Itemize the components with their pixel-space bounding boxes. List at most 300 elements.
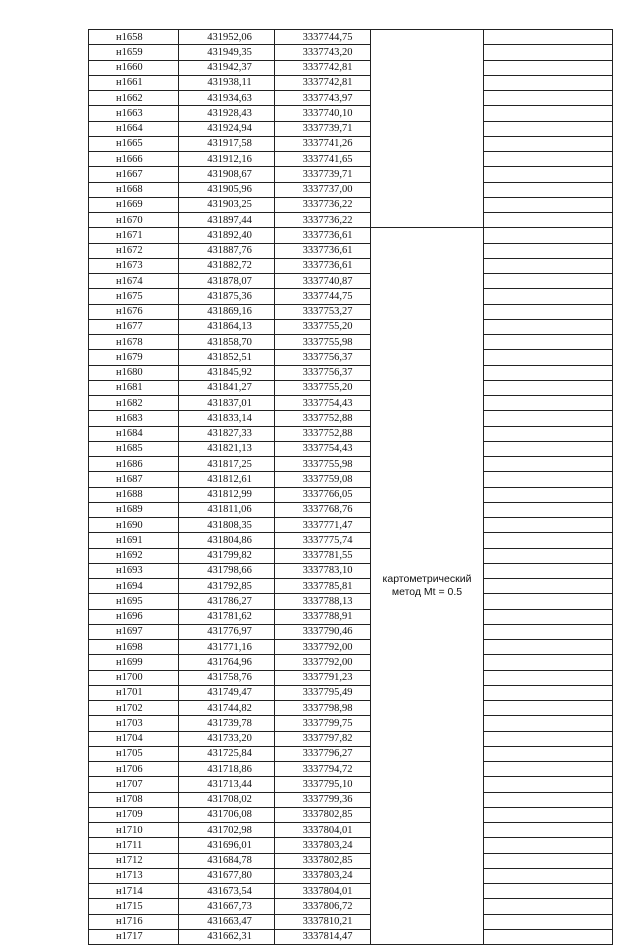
coord-x: 431905,96 — [179, 182, 275, 197]
coord-x: 431811,06 — [179, 502, 275, 517]
point-name: н1688 — [89, 487, 179, 502]
point-name: н1711 — [89, 838, 179, 853]
point-name: н1700 — [89, 670, 179, 685]
coord-y: 3337796,27 — [275, 746, 371, 761]
point-name: н1705 — [89, 746, 179, 761]
coord-x: 431928,43 — [179, 106, 275, 121]
extra-cell — [484, 624, 613, 639]
extra-cell — [484, 319, 613, 334]
coord-x: 431812,61 — [179, 472, 275, 487]
coord-x: 431706,08 — [179, 807, 275, 822]
table-row — [89, 441, 613, 456]
coord-y: 3337755,98 — [275, 457, 371, 472]
coord-x: 431662,31 — [179, 929, 275, 944]
extra-cell — [484, 197, 613, 212]
point-name: н1665 — [89, 136, 179, 151]
point-name: н1710 — [89, 823, 179, 838]
coord-y: 3337790,46 — [275, 624, 371, 639]
coord-y: 3337799,36 — [275, 792, 371, 807]
coord-y: 3337741,65 — [275, 152, 371, 167]
table-row — [89, 106, 613, 121]
coord-y: 3337803,24 — [275, 838, 371, 853]
point-name: н1715 — [89, 899, 179, 914]
coord-y: 3337803,24 — [275, 868, 371, 883]
coord-x: 431903,25 — [179, 197, 275, 212]
table-row — [89, 716, 613, 731]
point-name: н1701 — [89, 685, 179, 700]
point-name: н1707 — [89, 777, 179, 792]
table-row — [89, 243, 613, 258]
extra-cell — [484, 365, 613, 380]
extra-cell — [484, 152, 613, 167]
coord-y: 3337795,10 — [275, 777, 371, 792]
extra-cell — [484, 884, 613, 899]
table-row — [89, 152, 613, 167]
extra-cell — [484, 60, 613, 75]
table-row — [89, 655, 613, 670]
coord-y: 3337756,37 — [275, 350, 371, 365]
extra-cell — [484, 777, 613, 792]
coord-x: 431786,27 — [179, 594, 275, 609]
extra-cell — [484, 243, 613, 258]
coord-y: 3337736,61 — [275, 228, 371, 243]
point-name: н1684 — [89, 426, 179, 441]
table-row — [89, 396, 613, 411]
extra-cell — [484, 807, 613, 822]
point-name: н1671 — [89, 228, 179, 243]
coord-y: 3337759,08 — [275, 472, 371, 487]
table-row — [89, 121, 613, 136]
coordinates-table — [88, 29, 613, 945]
table-row — [89, 929, 613, 944]
table-row — [89, 563, 613, 578]
point-name: н1673 — [89, 258, 179, 273]
extra-cell — [484, 426, 613, 441]
point-name: н1676 — [89, 304, 179, 319]
point-name: н1699 — [89, 655, 179, 670]
coord-y: 3337802,85 — [275, 853, 371, 868]
point-name: н1709 — [89, 807, 179, 822]
point-name: н1658 — [89, 30, 179, 45]
extra-cell — [484, 594, 613, 609]
extra-cell — [484, 487, 613, 502]
coord-y: 3337806,72 — [275, 899, 371, 914]
extra-cell — [484, 457, 613, 472]
point-name: н1685 — [89, 441, 179, 456]
coord-x: 431781,62 — [179, 609, 275, 624]
table-row — [89, 213, 613, 228]
point-name: н1669 — [89, 197, 179, 212]
point-name: н1703 — [89, 716, 179, 731]
coord-x: 431845,92 — [179, 365, 275, 380]
coord-y: 3337755,98 — [275, 335, 371, 350]
coord-x: 431833,14 — [179, 411, 275, 426]
coord-x: 431875,36 — [179, 289, 275, 304]
table-row — [89, 594, 613, 609]
coord-y: 3337740,87 — [275, 274, 371, 289]
extra-cell — [484, 868, 613, 883]
extra-cell — [484, 380, 613, 395]
extra-cell — [484, 136, 613, 151]
extra-cell — [484, 533, 613, 548]
point-name: н1716 — [89, 914, 179, 929]
point-name: н1678 — [89, 335, 179, 350]
coord-y: 3337797,82 — [275, 731, 371, 746]
coord-x: 431817,25 — [179, 457, 275, 472]
coord-y: 3337755,20 — [275, 380, 371, 395]
point-name: н1689 — [89, 502, 179, 517]
coord-x: 431808,35 — [179, 518, 275, 533]
table-row — [89, 807, 613, 822]
coord-y: 3337744,75 — [275, 289, 371, 304]
extra-cell — [484, 228, 613, 243]
coord-x: 431798,66 — [179, 563, 275, 578]
coord-y: 3337794,72 — [275, 762, 371, 777]
coord-y: 3337742,81 — [275, 60, 371, 75]
extra-cell — [484, 441, 613, 456]
table-row — [89, 426, 613, 441]
extra-cell — [484, 792, 613, 807]
extra-cell — [484, 563, 613, 578]
coord-y: 3337788,91 — [275, 609, 371, 624]
table-row — [89, 289, 613, 304]
extra-cell — [484, 823, 613, 838]
extra-cell — [484, 502, 613, 517]
coord-y: 3337768,76 — [275, 502, 371, 517]
coord-y: 3337754,43 — [275, 441, 371, 456]
coordinates-table-body — [89, 30, 613, 945]
table-row — [89, 624, 613, 639]
extra-cell — [484, 30, 613, 45]
table-row — [89, 350, 613, 365]
point-name: н1686 — [89, 457, 179, 472]
extra-cell — [484, 655, 613, 670]
coord-x: 431739,78 — [179, 716, 275, 731]
point-name: н1675 — [89, 289, 179, 304]
extra-cell — [484, 411, 613, 426]
coord-x: 431799,82 — [179, 548, 275, 563]
extra-cell — [484, 579, 613, 594]
extra-cell — [484, 670, 613, 685]
extra-cell — [484, 716, 613, 731]
table-row — [89, 823, 613, 838]
point-name: н1680 — [89, 365, 179, 380]
coord-x: 431764,96 — [179, 655, 275, 670]
coord-x: 431812,99 — [179, 487, 275, 502]
point-name: н1695 — [89, 594, 179, 609]
table-row — [89, 548, 613, 563]
point-name: н1708 — [89, 792, 179, 807]
extra-cell — [484, 746, 613, 761]
point-name: н1674 — [89, 274, 179, 289]
table-row — [89, 685, 613, 700]
coord-x: 431912,16 — [179, 152, 275, 167]
table-row — [89, 914, 613, 929]
coord-x: 431942,37 — [179, 60, 275, 75]
coord-x: 431864,13 — [179, 319, 275, 334]
point-name: н1667 — [89, 167, 179, 182]
extra-cell — [484, 762, 613, 777]
point-name: н1704 — [89, 731, 179, 746]
extra-cell — [484, 182, 613, 197]
coord-y: 3337785,81 — [275, 579, 371, 594]
coord-y: 3337810,21 — [275, 914, 371, 929]
table-row — [89, 457, 613, 472]
coord-y: 3337740,10 — [275, 106, 371, 121]
coord-x: 431821,13 — [179, 441, 275, 456]
coord-x: 431792,85 — [179, 579, 275, 594]
coord-x: 431749,47 — [179, 685, 275, 700]
coord-y: 3337788,13 — [275, 594, 371, 609]
extra-cell — [484, 304, 613, 319]
table-row — [89, 609, 613, 624]
coord-x: 431708,02 — [179, 792, 275, 807]
extra-cell — [484, 838, 613, 853]
table-row — [89, 731, 613, 746]
table-row — [89, 746, 613, 761]
extra-cell — [484, 685, 613, 700]
table-row — [89, 228, 613, 243]
extra-cell — [484, 731, 613, 746]
coord-y: 3337744,75 — [275, 30, 371, 45]
point-name: н1683 — [89, 411, 179, 426]
coord-x: 431869,16 — [179, 304, 275, 319]
coord-y: 3337783,10 — [275, 563, 371, 578]
point-name: н1679 — [89, 350, 179, 365]
extra-cell — [484, 289, 613, 304]
coord-y: 3337737,00 — [275, 182, 371, 197]
table-row — [89, 853, 613, 868]
coord-x: 431852,51 — [179, 350, 275, 365]
table-row — [89, 670, 613, 685]
coord-x: 431827,33 — [179, 426, 275, 441]
coord-x: 431804,86 — [179, 533, 275, 548]
point-name: н1670 — [89, 213, 179, 228]
coord-x: 431725,84 — [179, 746, 275, 761]
point-name: н1698 — [89, 640, 179, 655]
coord-y: 3337802,85 — [275, 807, 371, 822]
coord-y: 3337795,49 — [275, 685, 371, 700]
extra-cell — [484, 213, 613, 228]
extra-cell — [484, 548, 613, 563]
coord-x: 431841,27 — [179, 380, 275, 395]
method-note: картометрический метод Mt = 0.5 — [371, 228, 484, 945]
coord-y: 3337752,88 — [275, 411, 371, 426]
coord-x: 431917,58 — [179, 136, 275, 151]
point-name: н1692 — [89, 548, 179, 563]
coord-y: 3337766,05 — [275, 487, 371, 502]
table-row — [89, 777, 613, 792]
extra-cell — [484, 701, 613, 716]
coord-y: 3337739,71 — [275, 167, 371, 182]
extra-cell — [484, 899, 613, 914]
coord-y: 3337736,61 — [275, 243, 371, 258]
coord-x: 431924,94 — [179, 121, 275, 136]
coord-y: 3337743,20 — [275, 45, 371, 60]
coord-y: 3337804,01 — [275, 884, 371, 899]
table-row — [89, 274, 613, 289]
table-row — [89, 868, 613, 883]
coord-y: 3337736,22 — [275, 213, 371, 228]
point-name: н1672 — [89, 243, 179, 258]
coord-x: 431673,54 — [179, 884, 275, 899]
coord-x: 431882,72 — [179, 258, 275, 273]
coord-x: 431897,44 — [179, 213, 275, 228]
table-row — [89, 472, 613, 487]
extra-cell — [484, 106, 613, 121]
coord-x: 431776,97 — [179, 624, 275, 639]
coord-y: 3337791,23 — [275, 670, 371, 685]
coord-y: 3337752,88 — [275, 426, 371, 441]
coord-x: 431702,98 — [179, 823, 275, 838]
table-row — [89, 335, 613, 350]
coord-y: 3337804,01 — [275, 823, 371, 838]
point-name: н1706 — [89, 762, 179, 777]
coord-x: 431934,63 — [179, 91, 275, 106]
coord-x: 431667,73 — [179, 899, 275, 914]
coord-x: 431949,35 — [179, 45, 275, 60]
table-row — [89, 380, 613, 395]
point-name: н1668 — [89, 182, 179, 197]
extra-cell — [484, 91, 613, 106]
point-name: н1661 — [89, 75, 179, 90]
table-row — [89, 304, 613, 319]
coord-y: 3337741,26 — [275, 136, 371, 151]
table-row — [89, 365, 613, 380]
coord-y: 3337754,43 — [275, 396, 371, 411]
table-row — [89, 411, 613, 426]
table-row — [89, 319, 613, 334]
table-row — [89, 136, 613, 151]
point-name: н1682 — [89, 396, 179, 411]
coord-x: 431837,01 — [179, 396, 275, 411]
extra-cell — [484, 853, 613, 868]
extra-cell — [484, 350, 613, 365]
extra-cell — [484, 75, 613, 90]
point-name: н1696 — [89, 609, 179, 624]
point-name: н1659 — [89, 45, 179, 60]
extra-cell — [484, 45, 613, 60]
table-row — [89, 60, 613, 75]
extra-cell — [484, 518, 613, 533]
coord-y: 3337792,00 — [275, 640, 371, 655]
coord-y: 3337755,20 — [275, 319, 371, 334]
coord-x: 431718,86 — [179, 762, 275, 777]
coord-x: 431684,78 — [179, 853, 275, 868]
extra-cell — [484, 472, 613, 487]
coord-y: 3337736,22 — [275, 197, 371, 212]
table-row — [89, 502, 613, 517]
table-row — [89, 487, 613, 502]
table-row — [89, 182, 613, 197]
coord-y: 3337743,97 — [275, 91, 371, 106]
coord-x: 431758,76 — [179, 670, 275, 685]
extra-cell — [484, 914, 613, 929]
point-name: н1691 — [89, 533, 179, 548]
table-row — [89, 91, 613, 106]
coord-y: 3337753,27 — [275, 304, 371, 319]
extra-cell — [484, 335, 613, 350]
table-row — [89, 792, 613, 807]
coord-y: 3337814,47 — [275, 929, 371, 944]
extra-cell — [484, 258, 613, 273]
table-row — [89, 197, 613, 212]
coord-y: 3337792,00 — [275, 655, 371, 670]
coord-x: 431677,80 — [179, 868, 275, 883]
table-row — [89, 75, 613, 90]
coord-y: 3337736,61 — [275, 258, 371, 273]
table-row — [89, 899, 613, 914]
table-row — [89, 762, 613, 777]
point-name: н1677 — [89, 319, 179, 334]
coord-x: 431771,16 — [179, 640, 275, 655]
extra-cell — [484, 167, 613, 182]
point-name: н1662 — [89, 91, 179, 106]
coord-y: 3337771,47 — [275, 518, 371, 533]
extra-cell — [484, 609, 613, 624]
coord-y: 3337756,37 — [275, 365, 371, 380]
coord-x: 431713,44 — [179, 777, 275, 792]
method-cell-empty — [371, 30, 484, 228]
point-name: н1697 — [89, 624, 179, 639]
coord-y: 3337799,75 — [275, 716, 371, 731]
table-row — [89, 884, 613, 899]
point-name: н1713 — [89, 868, 179, 883]
table-row — [89, 258, 613, 273]
point-name: н1714 — [89, 884, 179, 899]
coord-x: 431892,40 — [179, 228, 275, 243]
point-name: н1702 — [89, 701, 179, 716]
point-name: н1693 — [89, 563, 179, 578]
extra-cell — [484, 121, 613, 136]
table-row — [89, 167, 613, 182]
point-name: н1712 — [89, 853, 179, 868]
point-name: н1664 — [89, 121, 179, 136]
extra-cell — [484, 640, 613, 655]
coord-y: 3337798,98 — [275, 701, 371, 716]
point-name: н1666 — [89, 152, 179, 167]
coord-y: 3337781,55 — [275, 548, 371, 563]
table-row — [89, 45, 613, 60]
extra-cell — [484, 929, 613, 944]
point-name: н1681 — [89, 380, 179, 395]
point-name: н1663 — [89, 106, 179, 121]
table-row — [89, 640, 613, 655]
coord-x: 431887,76 — [179, 243, 275, 258]
point-name: н1690 — [89, 518, 179, 533]
coord-x: 431908,67 — [179, 167, 275, 182]
coord-y: 3337739,71 — [275, 121, 371, 136]
table-row — [89, 533, 613, 548]
coord-x: 431938,11 — [179, 75, 275, 90]
point-name: н1660 — [89, 60, 179, 75]
coord-y: 3337742,81 — [275, 75, 371, 90]
coord-x: 431696,01 — [179, 838, 275, 853]
extra-cell — [484, 396, 613, 411]
point-name: н1717 — [89, 929, 179, 944]
extra-cell — [484, 274, 613, 289]
coord-x: 431878,07 — [179, 274, 275, 289]
table-row — [89, 30, 613, 45]
point-name: н1694 — [89, 579, 179, 594]
table-row — [89, 701, 613, 716]
table-row — [89, 838, 613, 853]
coord-x: 431733,20 — [179, 731, 275, 746]
coord-x: 431744,82 — [179, 701, 275, 716]
coord-x: 431663,47 — [179, 914, 275, 929]
coord-x: 431858,70 — [179, 335, 275, 350]
table-row — [89, 518, 613, 533]
